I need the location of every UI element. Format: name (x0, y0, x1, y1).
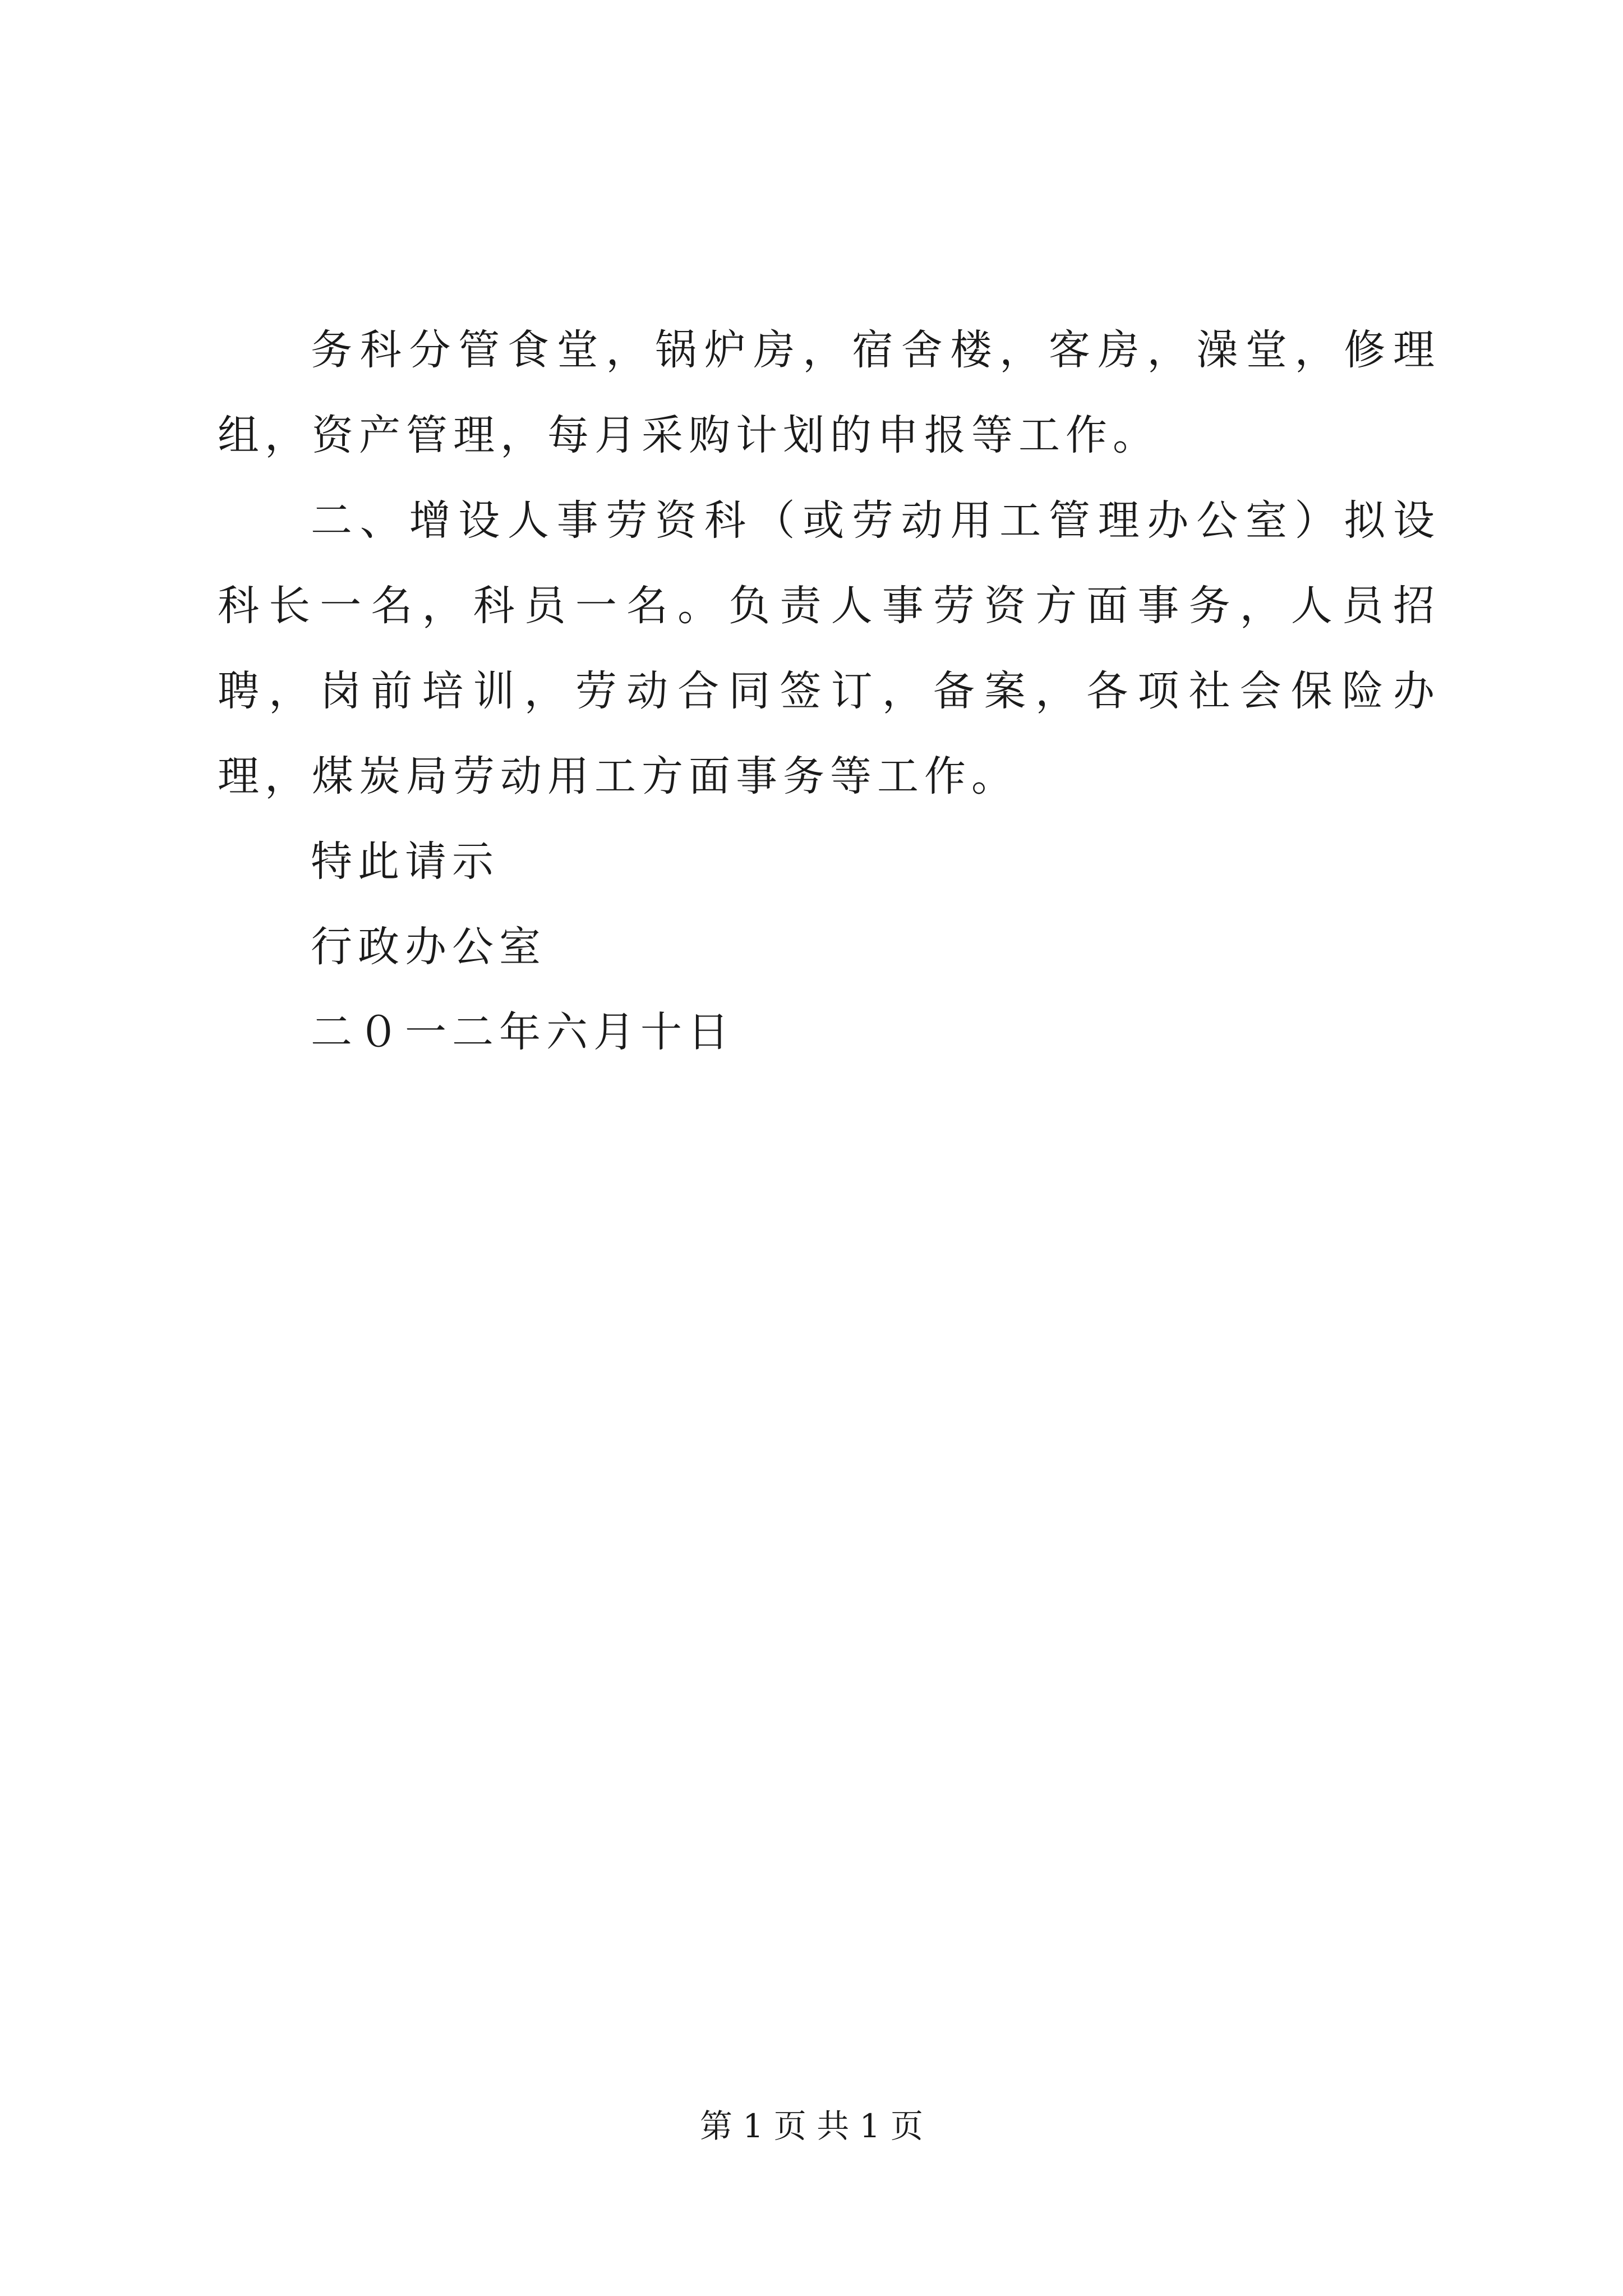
paragraph-duties: 务科分管食堂，锅炉房，宿舍楼，客房，澡堂，修理组，资产管理，每月采购计划的申报等工作。 (218, 326, 1440, 459)
signature-office: 行政办公室 (311, 923, 546, 971)
document-body (218, 307, 1440, 1075)
document-date: 二０一二年六月十日 (311, 1008, 735, 1056)
closing-request: 特此请示 (311, 838, 499, 886)
paragraph-new-department: 二、增设人事劳资科（或劳动用工管理办公室）拟设科长一名，科员一名。负责人事劳资方面事务，人员招聘，岗前培训，劳动合同签订，备案，各项社会保险办理，煤炭局劳动用工方面事务等工作。 (218, 496, 1440, 800)
page-footer: 第 1 页 共 1 页 (700, 2107, 923, 2145)
